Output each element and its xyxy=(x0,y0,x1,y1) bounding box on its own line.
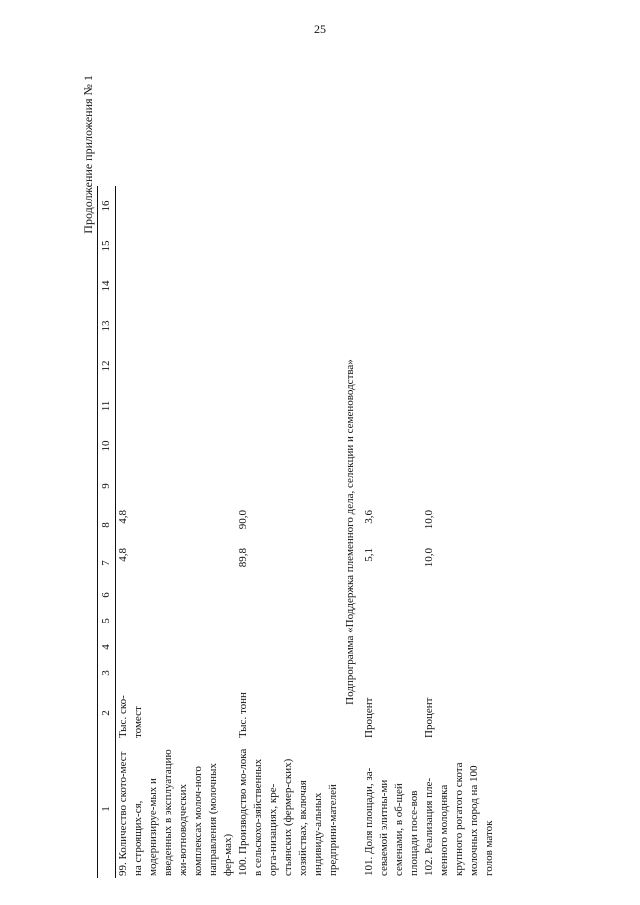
table-row xyxy=(116,186,237,878)
col-header: 5 xyxy=(98,608,116,634)
col-header: 4 xyxy=(98,634,116,660)
indicator-cell xyxy=(116,740,237,878)
value-col8: 3,6 xyxy=(363,510,375,524)
page-number: 25 xyxy=(314,22,326,36)
row-number: 101. xyxy=(363,856,375,876)
value-col8: 90,0 xyxy=(237,510,249,530)
value-col7: 5,1 xyxy=(363,548,375,562)
column-numbers-row xyxy=(98,186,116,878)
col-header: 14 xyxy=(98,266,116,306)
unit-cell: Процент xyxy=(363,697,375,738)
table-row xyxy=(362,186,422,878)
indicator-name: Реализация пле-менного молодняка крупного рогатого скота молочных пород на 100 голов маток xyxy=(423,762,495,876)
col-header: 16 xyxy=(98,186,116,226)
indicator-cell xyxy=(422,740,497,878)
subprogram-row xyxy=(341,186,362,878)
col-header: 8 xyxy=(98,506,116,544)
row-number: 100. xyxy=(237,856,249,876)
indicator-name: Производство мо-лока в сельскохо-зяйственных орга-низациях, кре-стьянских (фермер-ских) хозяйствах, включая индивиду-альных предприни-мателей xyxy=(237,748,339,876)
row-number: 102. xyxy=(423,856,435,876)
col-header: 12 xyxy=(98,346,116,386)
indicator-cell xyxy=(362,740,422,878)
col-header: 11 xyxy=(98,386,116,426)
col-header: 10 xyxy=(98,426,116,466)
indicator-name: Количество ското-мест на строящих-ся, модернизируе-мых и введенных в эксплуатацию жи-вотноводческих комплексах молоч-ного направления (молочных фер-мах) xyxy=(117,749,234,876)
unit-cell: Процент xyxy=(423,697,435,738)
value-col8: 10,0 xyxy=(423,510,435,530)
subprogram-title: Подпрограмма «Поддержка племенного дела, селекции и семеноводства» xyxy=(344,359,356,705)
value-col7: 4,8 xyxy=(117,548,129,562)
table-row xyxy=(236,186,341,878)
value-col7: 89,8 xyxy=(237,548,249,568)
col-header: 6 xyxy=(98,582,116,608)
table-row xyxy=(422,186,497,878)
indicators-table xyxy=(97,186,497,878)
annex-title: Продолжение приложения № 1 xyxy=(81,75,95,234)
rotated-sheet xyxy=(80,40,640,900)
indicator-cell xyxy=(236,740,341,878)
col-header: 13 xyxy=(98,306,116,346)
col-header: 1 xyxy=(98,740,116,878)
col-header: 15 xyxy=(98,226,116,266)
value-col7: 10,0 xyxy=(423,548,435,568)
col-header: 3 xyxy=(98,660,116,686)
unit-cell: Тыс. тонн xyxy=(237,692,249,738)
col-header: 9 xyxy=(98,466,116,506)
col-header: 2 xyxy=(98,686,116,740)
row-number: 99. xyxy=(117,862,129,876)
value-col8: 4,8 xyxy=(117,510,129,524)
col-header: 7 xyxy=(98,544,116,582)
indicator-name: Доля площади, за-севаемой элитны-ми семенами, в об-щей площади посе-вов xyxy=(363,767,420,876)
unit-cell: Тыс. ско-томест xyxy=(117,695,144,738)
